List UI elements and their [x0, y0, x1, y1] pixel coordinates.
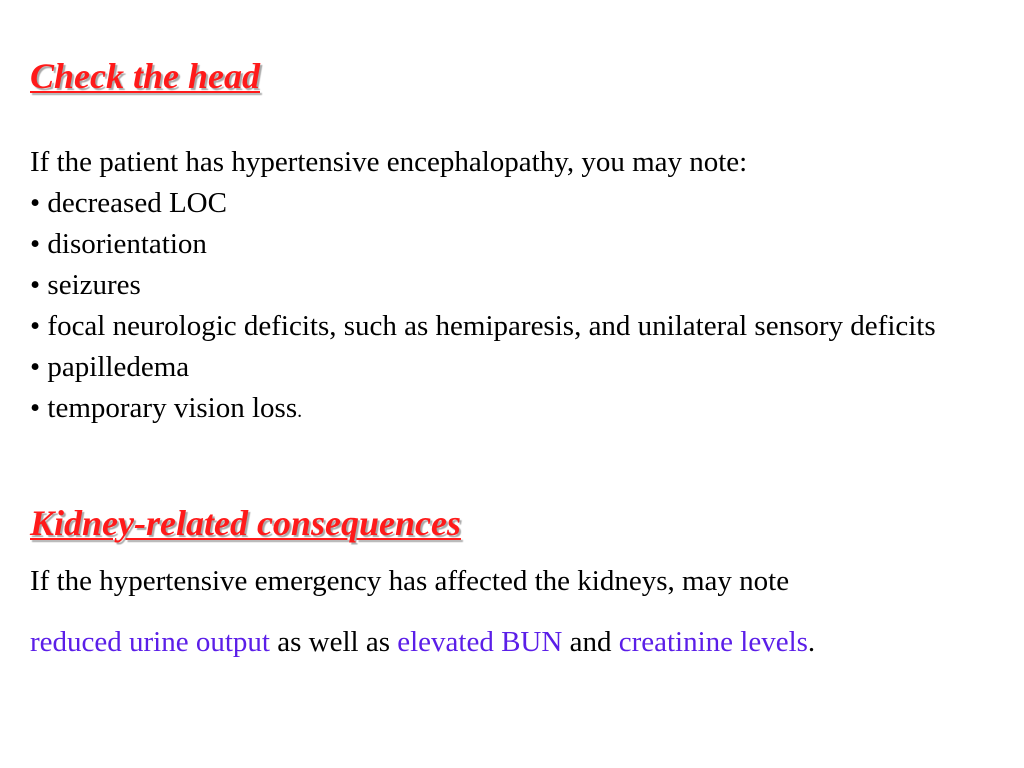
- highlight-term-urine-output: reduced urine output: [30, 626, 270, 658]
- heading-kidney-related-consequences: Kidney-related consequences: [30, 503, 461, 543]
- highlight-term-bun: elevated BUN: [397, 626, 563, 658]
- connector-text: as well as: [269, 626, 398, 658]
- kidney-section-findings: [30, 622, 815, 663]
- list-item: • disorientation: [30, 224, 1000, 265]
- list-item: • seizures: [30, 265, 1000, 306]
- connector-text: and: [562, 626, 619, 658]
- bullet-icon: •: [30, 269, 41, 301]
- kidney-section-intro: If the hypertensive emergency has affected the kidneys, may note: [30, 565, 790, 597]
- list-item: • papilledema: [30, 347, 1000, 388]
- list-item: • decreased LOC: [30, 183, 1000, 224]
- sentence-terminator: .: [807, 626, 816, 658]
- highlight-term-creatinine: creatinine levels: [618, 626, 808, 658]
- heading-check-the-head: Check the head: [30, 56, 260, 96]
- bullet-icon: •: [30, 228, 41, 260]
- bullet-icon: •: [30, 351, 41, 383]
- head-symptom-list: [30, 183, 1000, 432]
- head-section-intro: If the patient has hypertensive encephalopathy, you may note:: [30, 146, 748, 178]
- list-item: • focal neurologic deficits, such as hemiparesis, and unilateral sensory deficits: [30, 306, 1000, 347]
- head-section-body: [30, 142, 1000, 432]
- bullet-icon: •: [30, 392, 41, 424]
- bullet-icon: •: [30, 310, 41, 342]
- list-item: • temporary vision loss.: [30, 388, 1000, 432]
- bullet-icon: •: [30, 187, 41, 219]
- list-terminator: .: [297, 400, 303, 422]
